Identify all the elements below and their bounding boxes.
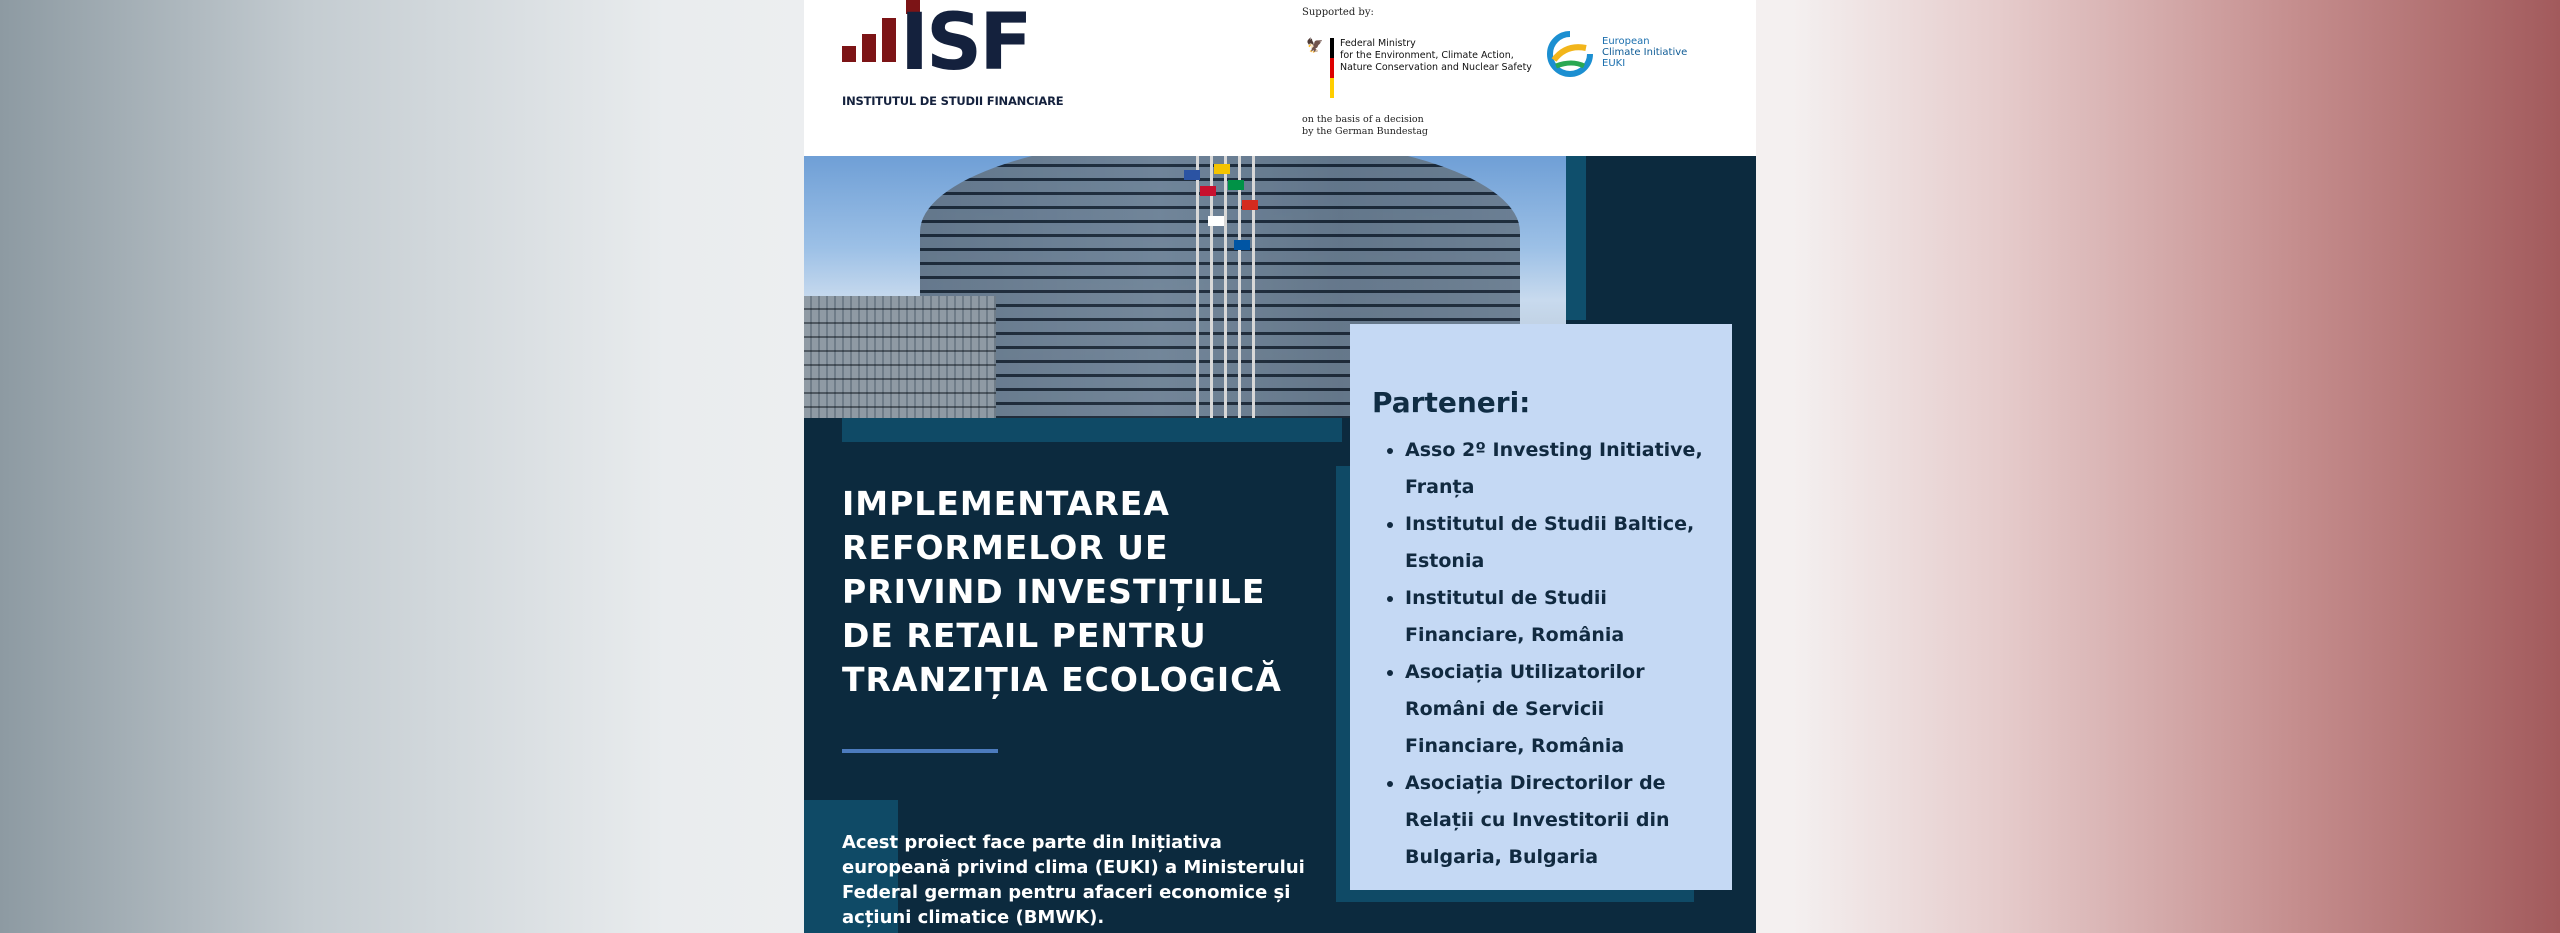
euki-label (1602, 36, 1687, 69)
poster-title (842, 482, 1342, 702)
panel-shadow (1336, 888, 1694, 902)
decorative-strip (1566, 156, 1586, 320)
flag-pole (1238, 156, 1241, 418)
federal-eagle-icon: 🦅 (1306, 38, 1324, 54)
flag-pole (1224, 156, 1227, 418)
ministry-line: Nature Conservation and Nuclear Safety (1340, 62, 1532, 73)
partner-item: • Asso 2º Investing Initiative, Franța (1405, 432, 1722, 506)
euki-line: EUKI (1602, 58, 1626, 69)
isf-logo (842, 0, 1064, 112)
logo-name: ISF (900, 0, 1030, 88)
partner-item: • Institutul de Studii Financiare, România (1405, 580, 1722, 654)
euki-logo-icon (1546, 30, 1594, 78)
poster (804, 0, 1756, 933)
title-line: REFORMELOR UE (842, 528, 1169, 567)
flag-pole (1252, 156, 1255, 418)
supported-by-label: Supported by: (1302, 7, 1374, 18)
partners-panel (1350, 324, 1732, 890)
logo-bar-3 (882, 18, 896, 62)
decision-line: on the basis of a decision (1302, 114, 1424, 125)
flag-stripe-black (1330, 38, 1334, 58)
logo-bar-1 (842, 46, 856, 62)
building-left-wing (804, 296, 996, 418)
flag (1208, 216, 1224, 226)
flag-stripe-red (1330, 58, 1334, 78)
decision-line: by the German Bundestag (1302, 126, 1428, 137)
ministry-name (1340, 38, 1540, 74)
partners-list (1360, 432, 1722, 876)
decorative-bar (842, 418, 1342, 442)
title-line: DE RETAIL PENTRU (842, 616, 1207, 655)
title-line: TRANZIȚIA ECOLOGICĂ (842, 660, 1282, 699)
bundestag-decision (1302, 114, 1428, 138)
euki-line: Climate Initiative (1602, 47, 1688, 58)
flag (1214, 164, 1230, 174)
partners-heading: Parteneri: (1372, 386, 1531, 419)
flag-pole (1196, 156, 1199, 418)
flag (1234, 240, 1250, 250)
project-description: Acest proiect face parte din Inițiativa europeană privind clima (EUKI) a Ministerului Federal german pentru afaceri economice și acțiuni climatice (BMWK). (842, 832, 1305, 928)
title-line: IMPLEMENTAREA (842, 484, 1170, 523)
logo-subtitle: INSTITUTUL DE STUDII FINANCIARE (842, 94, 1064, 108)
flag-stripe-gold (1330, 78, 1334, 98)
partner-item: • Asociația Utilizatorilor Români de Servicii Financiare, România (1405, 654, 1722, 765)
flag (1228, 180, 1244, 190)
partner-item: • Asociația Directorilor de Relații cu Investitorii din Bulgaria, Bulgaria (1405, 765, 1722, 876)
title-line: PRIVIND INVESTIȚIILE (842, 572, 1266, 611)
ministry-line: Federal Ministry (1340, 38, 1416, 49)
partner-item: • Institutul de Studii Baltice, Estonia (1405, 506, 1722, 580)
logo-bar-2 (862, 34, 876, 62)
euki-line: European (1602, 36, 1650, 47)
panel-shadow (1336, 466, 1350, 902)
poster-header (804, 0, 1756, 156)
flag (1242, 200, 1258, 210)
flag (1200, 186, 1216, 196)
flag (1184, 170, 1200, 180)
accent-divider (842, 749, 998, 753)
ministry-line: for the Environment, Climate Action, (1340, 50, 1514, 61)
